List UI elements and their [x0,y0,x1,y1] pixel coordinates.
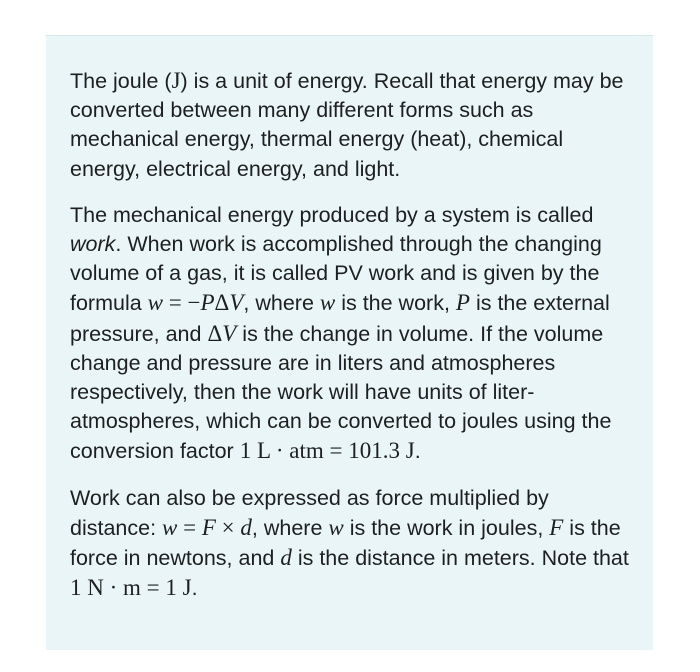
math-variable: V [229,290,244,316]
math-expression: = − [163,290,201,316]
text-run: The joule ( [70,69,172,93]
math-expression: J [171,68,181,93]
paragraph-pv-work [70,201,629,467]
text-run: is the external pressure, and [70,291,610,346]
text-run: The mechanical energy produced by a system is called [70,202,594,227]
math-variable: d [280,545,292,571]
math-expression: 1 L · atm = 101.3 J [239,438,415,464]
text-run: ) is a unit of energy. Recall that energy may be converted between many different forms such as mechanical energy, thermal energy (heat), chemical energy, electrical energy, and light. [70,69,624,181]
math-variable: w [147,290,164,316]
math-variable: w [162,514,178,540]
text-run: . When work is accomplished through the changing volume of a gas, it is called PV work and is given by the formula [70,232,602,316]
math-variable: P [200,290,215,316]
math-variable: w [328,514,344,540]
text-run: . [191,576,198,601]
math-expression: Δ [207,320,223,346]
text-run: , where [251,515,329,540]
math-expression: = [177,514,202,540]
paragraph-joule-intro [70,66,629,184]
text-run: is the force in newtons, and [70,515,621,571]
text-run: , where [243,291,320,316]
math-variable: V [222,320,237,346]
math-variable: P [455,290,470,316]
emphasized-term: work [70,232,116,257]
math-expression: × [215,514,241,540]
paragraph-force-distance [70,484,629,604]
text-run: is the change in volume. If the volume change and pressure are in liters and atmospheres respectively, then the work will have units of liter-atmospheres, which can be converted to joules using the conversion factor [70,321,612,464]
text-run: is the distance in meters. Note that [291,546,629,571]
text-run: is the work, [335,291,456,316]
math-variable: d [240,514,252,540]
math-variable: F [549,514,564,540]
math-expression: 1 N · m = 1 J [70,575,192,601]
text-run: is the work in joules, [343,515,550,540]
text-run: Work can also be expressed as force multiplied by distance: [70,485,549,540]
info-panel [46,35,653,650]
math-variable: F [201,514,216,540]
math-variable: w [319,290,336,316]
text-run: . [414,439,421,464]
math-expression: Δ [214,290,230,316]
